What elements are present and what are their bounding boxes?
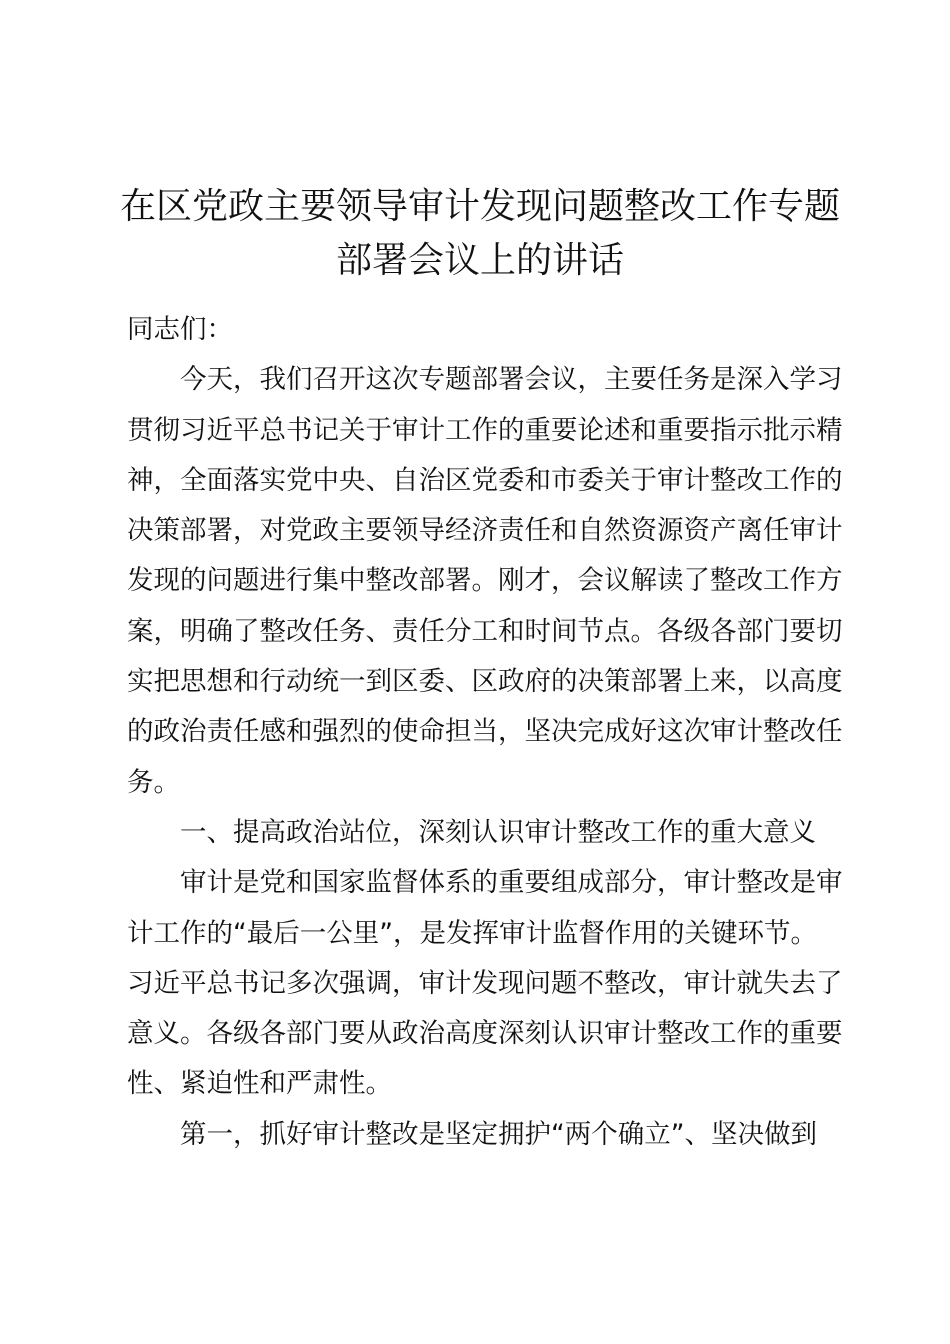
paragraph-line: 贯彻习近平总书记关于审计工作的重要论述和重要指示批示精 <box>127 414 843 446</box>
paragraph-intro <box>127 355 843 808</box>
paragraph-first-point <box>127 1110 837 1160</box>
paragraph-line: 习近平总书记多次强调，审计发现问题不整改，审计就失去了 <box>127 967 843 999</box>
document-body <box>127 305 843 1160</box>
paragraph-line: 务。 <box>127 766 180 798</box>
title-line-2: 部署会议上的讲话 <box>335 240 624 281</box>
section-heading-1 <box>127 808 837 858</box>
paragraph-line: 案，明确了整改任务、责任分工和时间节点。各级各部门要切 <box>127 615 843 647</box>
salutation: 同志们： <box>127 314 233 345</box>
paragraph-line: 的政治责任感和强烈的使命担当，坚决完成好这次审计整改任 <box>127 716 843 748</box>
paragraph-line: 第一，抓好审计整改是坚定拥护“两个确立”、坚决做到 <box>180 1118 817 1150</box>
paragraph-line: 性、紧迫性和严肃性。 <box>127 1068 392 1100</box>
document-title <box>120 180 840 288</box>
paragraph-line: 发现的问题进行集中整改部署。刚才，会议解读了整改工作方 <box>127 565 843 597</box>
title-line-1: 在区党政主要领导审计发现问题整改工作专题 <box>120 186 841 227</box>
paragraph-line: 计工作的“最后一公里”，是发挥审计监督作用的关键环节。 <box>127 917 817 949</box>
paragraph-line: 审计是党和国家监督体系的重要组成部分，审计整改是审 <box>180 867 843 899</box>
paragraph-line: 实把思想和行动统一到区委、区政府的决策部署上来，以高度 <box>127 666 843 698</box>
paragraph-significance <box>127 858 843 1109</box>
section-heading-text: 一、提高政治站位，深刻认识审计整改工作的重大意义 <box>180 816 816 848</box>
paragraph-line: 神，全面落实党中央、自治区党委和市委关于审计整改工作的 <box>127 464 843 496</box>
paragraph-line: 决策部署，对党政主要领导经济责任和自然资源资产离任审计 <box>127 515 843 547</box>
paragraph-line: 意义。各级各部门要从政治高度深刻认识审计整改工作的重要 <box>127 1018 843 1050</box>
paragraph-line: 今天，我们召开这次专题部署会议，主要任务是深入学习 <box>180 364 843 396</box>
